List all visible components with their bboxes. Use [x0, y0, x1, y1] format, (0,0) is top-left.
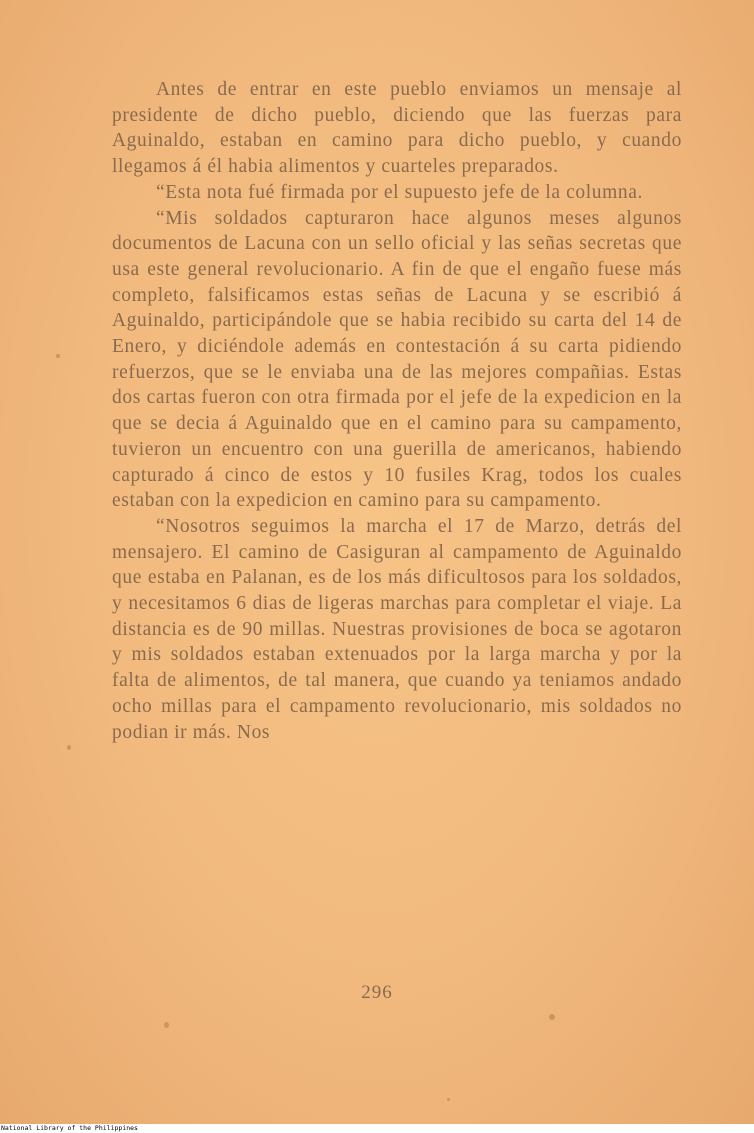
ink-speck [56, 354, 60, 358]
ink-speck [164, 1022, 169, 1028]
ink-speck [67, 745, 71, 750]
body-text [112, 77, 682, 745]
library-credit: National Library of the Philippines [1, 1124, 138, 1132]
footer-strip [0, 1124, 754, 1133]
paragraph: “Nosotros seguimos la marcha el 17 de Marzo, detrás del mensajero. El camino de Casiguran al campamento de Aguinaldo que estaba en Palanan, es de los más dificultosos para los soldados, y necesitamos 6 dias de ligeras marchas para completar el viaje. La distancia es de 90 millas. Nuestras provisiones de boca se agotaron y mis soldados estaban extenuados por la larga marcha y por la falta de alimentos, de tal manera, que cuando ya teniamos andado ocho millas para el campamento revolucionario, mis soldados no podian ir más. Nos [112, 515, 682, 743]
paragraph: Antes de entrar en este pueblo enviamos un mensaje al presidente de dicho pueblo, diciendo que las fuerzas para Aguinaldo, estaban en camino para dicho pueblo, y cuando llegamos á él habia alimentos y cuarteles preparados. [112, 79, 682, 178]
ink-speck [447, 1098, 450, 1101]
paragraph: “Esta nota fué firmada por el supuesto jefe de la columna. [156, 181, 643, 203]
paragraph: “Mis soldados capturaron hace algunos meses algunos documentos de Lacuna con un sello oficial y las señas secretas que usa este general revolucionario. A fin de que el engaño fuese más completo, falsificamos estas señas de Lacuna y se escribió á Aguinaldo, participándole que se habia recibido su carta del 14 de Enero, y diciéndole además en contestación á su carta pidiendo refuerzos, que se le enviaba una de las mejores compañias. Estas dos cartas fueron con otra firmada por el jefe de la expedicion en la que se decia á Aguinaldo que en el camino para su campamento, tuvieron un encuentro con una guerilla de americanos, habiendo capturado á cinco de estos y 10 fusiles Krag, todos los cuales estaban con la expedicion en camino para su campamento. [112, 207, 682, 512]
ink-speck [549, 1014, 555, 1020]
page-number: 296 [361, 982, 393, 1003]
